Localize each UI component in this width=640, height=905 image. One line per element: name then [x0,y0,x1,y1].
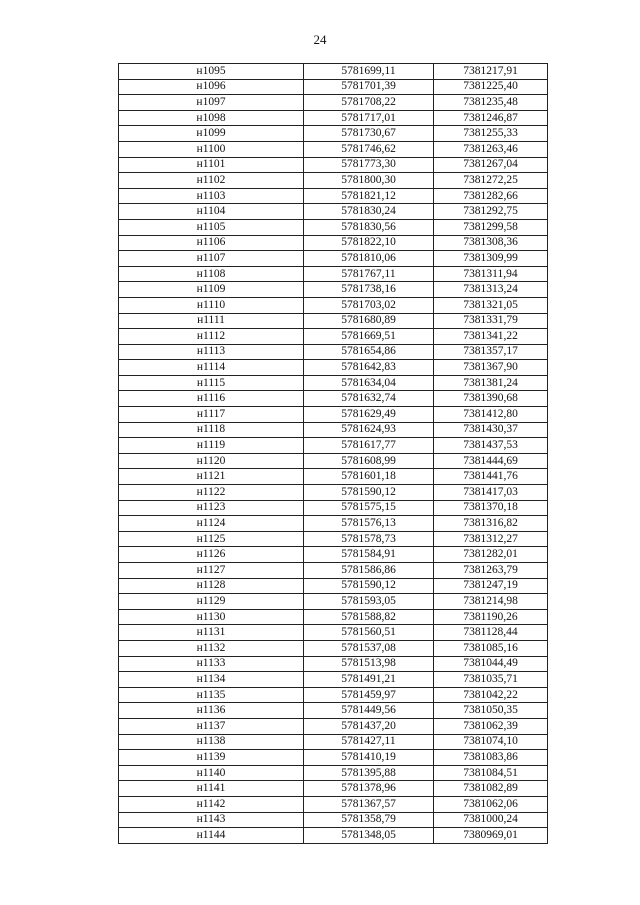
y-coordinate-cell: 7381217,91 [434,64,548,80]
point-id-cell: н1100 [119,141,304,157]
point-id-cell: н1098 [119,110,304,126]
point-id-cell: н1116 [119,391,304,407]
table-row [119,500,548,516]
x-coordinate-cell: 5781680,89 [304,313,434,329]
x-coordinate-cell: 5781669,51 [304,329,434,345]
y-coordinate-cell: 7381190,26 [434,609,548,625]
table-row [119,266,548,282]
point-id-cell: н1112 [119,329,304,345]
point-id-cell: н1125 [119,531,304,547]
x-coordinate-cell: 5781608,99 [304,453,434,469]
x-coordinate-cell: 5781773,30 [304,157,434,173]
table-row [119,594,548,610]
x-coordinate-cell: 5781575,15 [304,500,434,516]
x-coordinate-cell: 5781537,08 [304,640,434,656]
y-coordinate-cell: 7381292,75 [434,204,548,220]
point-id-cell: н1103 [119,188,304,204]
y-coordinate-cell: 7381282,66 [434,188,548,204]
point-id-cell: н1114 [119,360,304,376]
x-coordinate-cell: 5781584,91 [304,547,434,563]
y-coordinate-cell: 7381417,03 [434,485,548,501]
table-row [119,157,548,173]
y-coordinate-cell: 7381313,24 [434,282,548,298]
table-row [119,765,548,781]
table-row [119,95,548,111]
table-row [119,282,548,298]
x-coordinate-cell: 5781593,05 [304,594,434,610]
x-coordinate-cell: 5781738,16 [304,282,434,298]
table-row [119,656,548,672]
point-id-cell: н1128 [119,578,304,594]
table-row [119,344,548,360]
point-id-cell: н1141 [119,781,304,797]
table-row [119,734,548,750]
x-coordinate-cell: 5781629,49 [304,407,434,423]
point-id-cell: н1119 [119,438,304,454]
y-coordinate-cell: 7381074,10 [434,734,548,750]
y-coordinate-cell: 7381437,53 [434,438,548,454]
point-id-cell: н1135 [119,687,304,703]
x-coordinate-cell: 5781378,96 [304,781,434,797]
point-id-cell: н1101 [119,157,304,173]
table-row [119,796,548,812]
y-coordinate-cell: 7381083,86 [434,750,548,766]
y-coordinate-cell: 7381255,33 [434,126,548,142]
point-id-cell: н1117 [119,407,304,423]
table-row [119,516,548,532]
point-id-cell: н1124 [119,516,304,532]
table-row [119,79,548,95]
point-id-cell: н1137 [119,718,304,734]
point-id-cell: н1121 [119,469,304,485]
x-coordinate-cell: 5781708,22 [304,95,434,111]
x-coordinate-cell: 5781746,62 [304,141,434,157]
x-coordinate-cell: 5781624,93 [304,422,434,438]
table-row [119,547,548,563]
point-id-cell: н1104 [119,204,304,220]
x-coordinate-cell: 5781358,79 [304,812,434,828]
point-id-cell: н1130 [119,609,304,625]
x-coordinate-cell: 5781576,13 [304,516,434,532]
x-coordinate-cell: 5781810,06 [304,251,434,267]
x-coordinate-cell: 5781767,11 [304,266,434,282]
point-id-cell: н1099 [119,126,304,142]
x-coordinate-cell: 5781617,77 [304,438,434,454]
table-row [119,391,548,407]
x-coordinate-cell: 5781590,12 [304,485,434,501]
y-coordinate-cell: 7381331,79 [434,313,548,329]
point-id-cell: н1132 [119,640,304,656]
y-coordinate-cell: 7381082,89 [434,781,548,797]
x-coordinate-cell: 5781830,24 [304,204,434,220]
x-coordinate-cell: 5781491,21 [304,672,434,688]
table-row [119,672,548,688]
x-coordinate-cell: 5781701,39 [304,79,434,95]
y-coordinate-cell: 7381062,39 [434,718,548,734]
y-coordinate-cell: 7381357,17 [434,344,548,360]
table-row [119,703,548,719]
point-id-cell: н1118 [119,422,304,438]
y-coordinate-cell: 7381367,90 [434,360,548,376]
x-coordinate-cell: 5781395,88 [304,765,434,781]
point-id-cell: н1122 [119,485,304,501]
y-coordinate-cell: 7381309,99 [434,251,548,267]
x-coordinate-cell: 5781730,67 [304,126,434,142]
point-id-cell: н1115 [119,375,304,391]
y-coordinate-cell: 7381062,06 [434,796,548,812]
x-coordinate-cell: 5781437,20 [304,718,434,734]
table-row [119,313,548,329]
table-row [119,110,548,126]
table-row [119,469,548,485]
y-coordinate-cell: 7381128,44 [434,625,548,641]
table-row [119,687,548,703]
x-coordinate-cell: 5781427,11 [304,734,434,750]
x-coordinate-cell: 5781410,19 [304,750,434,766]
x-coordinate-cell: 5781449,56 [304,703,434,719]
point-id-cell: н1126 [119,547,304,563]
x-coordinate-cell: 5781588,82 [304,609,434,625]
point-id-cell: н1138 [119,734,304,750]
table-row [119,828,548,844]
y-coordinate-cell: 7381214,98 [434,594,548,610]
point-id-cell: н1120 [119,453,304,469]
point-id-cell: н1123 [119,500,304,516]
x-coordinate-cell: 5781654,86 [304,344,434,360]
point-id-cell: н1136 [119,703,304,719]
y-coordinate-cell: 7381263,46 [434,141,548,157]
point-id-cell: н1127 [119,563,304,579]
table-row [119,188,548,204]
coordinates-table [118,63,548,844]
table-row [119,422,548,438]
point-id-cell: н1109 [119,282,304,298]
table-row [119,453,548,469]
point-id-cell: н1144 [119,828,304,844]
y-coordinate-cell: 7381042,22 [434,687,548,703]
point-id-cell: н1096 [119,79,304,95]
y-coordinate-cell: 7381035,71 [434,672,548,688]
table-row [119,251,548,267]
y-coordinate-cell: 7381441,76 [434,469,548,485]
x-coordinate-cell: 5781348,05 [304,828,434,844]
x-coordinate-cell: 5781586,86 [304,563,434,579]
point-id-cell: н1139 [119,750,304,766]
table-row [119,438,548,454]
x-coordinate-cell: 5781513,98 [304,656,434,672]
x-coordinate-cell: 5781634,04 [304,375,434,391]
table-row [119,64,548,80]
table-row [119,126,548,142]
x-coordinate-cell: 5781830,56 [304,219,434,235]
y-coordinate-cell: 7381000,24 [434,812,548,828]
x-coordinate-cell: 5781459,97 [304,687,434,703]
x-coordinate-cell: 5781642,83 [304,360,434,376]
point-id-cell: н1140 [119,765,304,781]
y-coordinate-cell: 7381235,48 [434,95,548,111]
page-number: 24 [313,32,327,47]
table-row [119,812,548,828]
y-coordinate-cell: 7381084,51 [434,765,548,781]
table-row [119,718,548,734]
x-coordinate-cell: 5781367,57 [304,796,434,812]
x-coordinate-cell: 5781560,51 [304,625,434,641]
y-coordinate-cell: 7381308,36 [434,235,548,251]
y-coordinate-cell: 7381263,79 [434,563,548,579]
point-id-cell: н1113 [119,344,304,360]
table-row [119,750,548,766]
table-row [119,407,548,423]
y-coordinate-cell: 7381312,27 [434,531,548,547]
y-coordinate-cell: 7381225,40 [434,79,548,95]
y-coordinate-cell: 7381341,22 [434,329,548,345]
table-row [119,173,548,189]
y-coordinate-cell: 7381321,05 [434,297,548,313]
y-coordinate-cell: 7381246,87 [434,110,548,126]
y-coordinate-cell: 7381311,94 [434,266,548,282]
point-id-cell: н1108 [119,266,304,282]
y-coordinate-cell: 7381444,69 [434,453,548,469]
point-id-cell: н1142 [119,796,304,812]
table-row [119,141,548,157]
x-coordinate-cell: 5781821,12 [304,188,434,204]
point-id-cell: н1107 [119,251,304,267]
table-row [119,204,548,220]
table-row [119,578,548,594]
point-id-cell: н1105 [119,219,304,235]
point-id-cell: н1129 [119,594,304,610]
coordinates-table-body [119,64,548,844]
y-coordinate-cell: 7380969,01 [434,828,548,844]
table-row [119,219,548,235]
x-coordinate-cell: 5781699,11 [304,64,434,80]
x-coordinate-cell: 5781578,73 [304,531,434,547]
point-id-cell: н1110 [119,297,304,313]
y-coordinate-cell: 7381085,16 [434,640,548,656]
y-coordinate-cell: 7381430,37 [434,422,548,438]
point-id-cell: н1095 [119,64,304,80]
table-row [119,531,548,547]
y-coordinate-cell: 7381247,19 [434,578,548,594]
table-row [119,563,548,579]
point-id-cell: н1102 [119,173,304,189]
x-coordinate-cell: 5781822,10 [304,235,434,251]
table-row [119,297,548,313]
x-coordinate-cell: 5781590,12 [304,578,434,594]
y-coordinate-cell: 7381316,82 [434,516,548,532]
table-row [119,625,548,641]
table-row [119,375,548,391]
table-row [119,360,548,376]
y-coordinate-cell: 7381044,49 [434,656,548,672]
y-coordinate-cell: 7381050,35 [434,703,548,719]
table-row [119,329,548,345]
y-coordinate-cell: 7381299,58 [434,219,548,235]
x-coordinate-cell: 5781632,74 [304,391,434,407]
x-coordinate-cell: 5781601,18 [304,469,434,485]
table-row [119,781,548,797]
y-coordinate-cell: 7381390,68 [434,391,548,407]
x-coordinate-cell: 5781800,30 [304,173,434,189]
point-id-cell: н1106 [119,235,304,251]
y-coordinate-cell: 7381282,01 [434,547,548,563]
y-coordinate-cell: 7381272,25 [434,173,548,189]
point-id-cell: н1133 [119,656,304,672]
point-id-cell: н1131 [119,625,304,641]
table-row [119,609,548,625]
table-row [119,485,548,501]
table-row [119,640,548,656]
point-id-cell: н1111 [119,313,304,329]
point-id-cell: н1097 [119,95,304,111]
y-coordinate-cell: 7381370,18 [434,500,548,516]
x-coordinate-cell: 5781703,02 [304,297,434,313]
point-id-cell: н1134 [119,672,304,688]
x-coordinate-cell: 5781717,01 [304,110,434,126]
point-id-cell: н1143 [119,812,304,828]
y-coordinate-cell: 7381381,24 [434,375,548,391]
y-coordinate-cell: 7381412,80 [434,407,548,423]
y-coordinate-cell: 7381267,04 [434,157,548,173]
table-row [119,235,548,251]
